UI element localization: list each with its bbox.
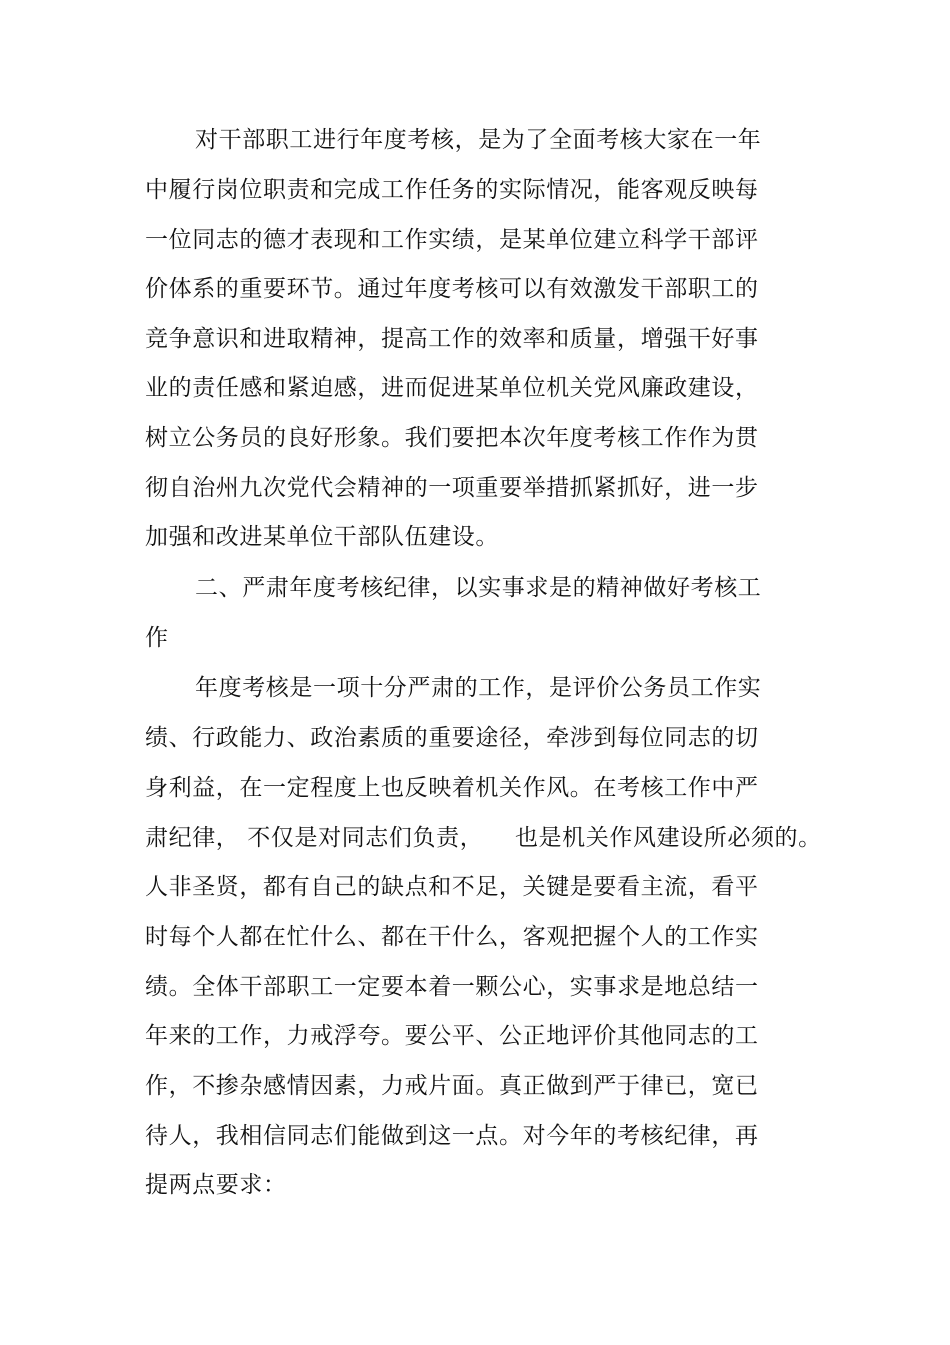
- paragraph-line: 加强和改进某单位干部队伍建设。: [145, 524, 499, 550]
- paragraph-line: 年来的工作，力戒浮夸。要公平、公正地评价其他同志的工: [145, 1023, 759, 1049]
- paragraph-line: 肃纪律， 不仅是对同志们负责， 也是机关作风建设所必须的。: [145, 825, 822, 851]
- paragraph-line: 人非圣贤，都有自己的缺点和不足，关键是要看主流，看平: [145, 874, 759, 900]
- paragraph-line: 时每个人都在忙什么、都在干什么，客观把握个人的工作实: [145, 924, 759, 950]
- paragraph-line: 彻自治州九次党代会精神的一项重要举措抓紧抓好，进一步: [145, 475, 759, 501]
- paragraph-line: 身利益，在一定程度上也反映着机关作风。在考核工作中严: [145, 775, 759, 801]
- section-heading: 二、严肃年度考核纪律，以实事求是的精神做好考核工: [195, 575, 762, 601]
- paragraph-line: 对干部职工进行年度考核，是为了全面考核大家在一年: [195, 127, 762, 153]
- paragraph-line: 作，不掺杂感情因素，力戒片面。真正做到严于律已，宽已: [145, 1073, 759, 1099]
- paragraph-line: 绩、行政能力、政治素质的重要途径，牵涉到每位同志的切: [145, 725, 759, 751]
- paragraph-line: 一位同志的德才表现和工作实绩，是某单位建立科学干部评: [145, 227, 759, 253]
- paragraph-line: 树立公务员的良好形象。我们要把本次年度考核工作作为贯: [145, 425, 759, 451]
- paragraph-line: 提两点要求：: [145, 1172, 287, 1198]
- paragraph-line: 绩。全体干部职工一定要本着一颗公心，实事求是地总结一: [145, 974, 759, 1000]
- paragraph-line: 竞争意识和进取精神，提高工作的效率和质量，增强干好事: [145, 326, 759, 352]
- paragraph-line: 待人，我相信同志们能做到这一点。对今年的考核纪律，再: [145, 1123, 759, 1149]
- paragraph-line: 价体系的重要环节。通过年度考核可以有效激发干部职工的: [145, 276, 759, 302]
- paragraph-line: 业的责任感和紧迫感，进而促进某单位机关党风廉政建设，: [145, 375, 759, 401]
- section-heading-continuation: 作: [145, 625, 169, 651]
- paragraph-line: 年度考核是一项十分严肃的工作，是评价公务员工作实: [195, 675, 762, 701]
- paragraph-line: 中履行岗位职责和完成工作任务的实际情况，能客观反映每: [145, 177, 759, 203]
